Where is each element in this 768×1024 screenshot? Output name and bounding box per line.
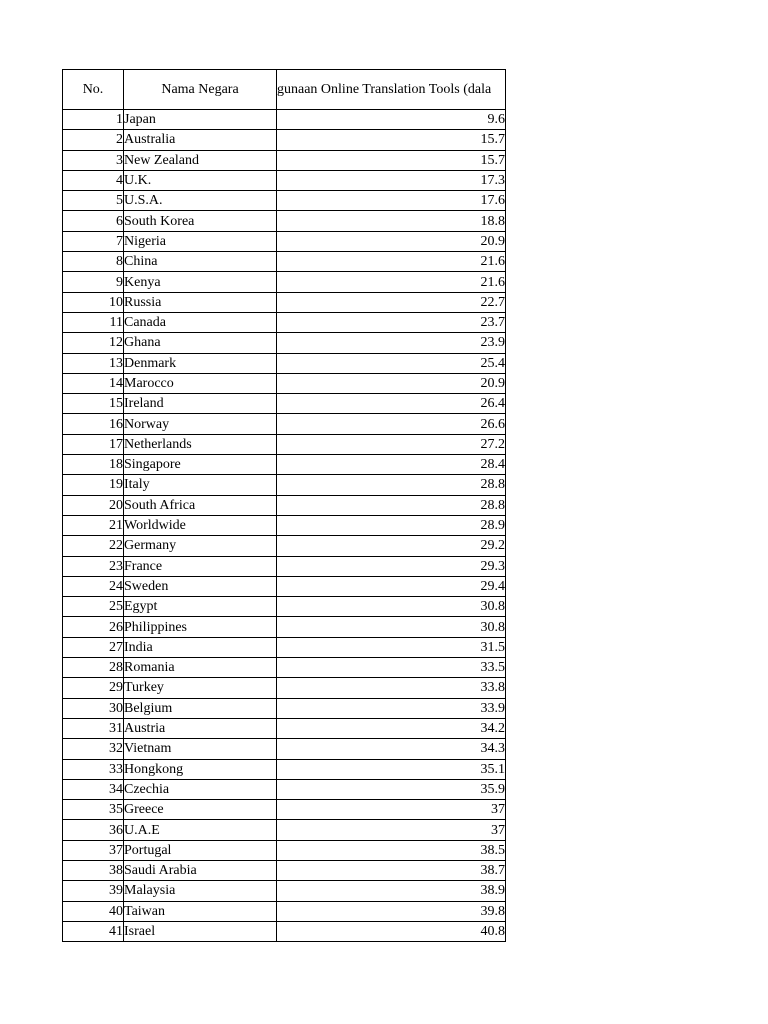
row-value: 34.3 (277, 739, 506, 759)
header-value-text: gunaan Online Translation Tools (dala (277, 81, 492, 97)
row-country: Malaysia (124, 881, 277, 901)
row-number: 31 (63, 718, 124, 738)
row-value: 38.5 (277, 840, 506, 860)
row-country: Egypt (124, 597, 277, 617)
table-row (63, 901, 506, 921)
row-country: Denmark (124, 353, 277, 373)
table-row (63, 231, 506, 251)
row-number: 32 (63, 739, 124, 759)
table-row (63, 779, 506, 799)
row-country: Netherlands (124, 434, 277, 454)
row-country: Ireland (124, 394, 277, 414)
table-row (63, 678, 506, 698)
row-number: 6 (63, 211, 124, 231)
row-country: Kenya (124, 272, 277, 292)
row-country: South Korea (124, 211, 277, 231)
table-row (63, 312, 506, 332)
table-row (63, 820, 506, 840)
row-country: U.K. (124, 170, 277, 190)
table-row (63, 637, 506, 657)
table-row (63, 272, 506, 292)
row-value: 26.4 (277, 394, 506, 414)
row-value: 27.2 (277, 434, 506, 454)
row-number: 23 (63, 556, 124, 576)
row-value: 9.6 (277, 110, 506, 130)
row-country: New Zealand (124, 150, 277, 170)
row-number: 2 (63, 130, 124, 150)
table-row (63, 130, 506, 150)
table-row (63, 597, 506, 617)
row-number: 35 (63, 800, 124, 820)
row-number: 16 (63, 414, 124, 434)
row-number: 34 (63, 779, 124, 799)
row-number: 1 (63, 110, 124, 130)
row-value: 20.9 (277, 231, 506, 251)
table-row (63, 556, 506, 576)
row-country: Singapore (124, 455, 277, 475)
table-row (63, 150, 506, 170)
row-number: 21 (63, 515, 124, 535)
row-country: Russia (124, 292, 277, 312)
table-row (63, 921, 506, 941)
row-country: Italy (124, 475, 277, 495)
row-number: 38 (63, 860, 124, 880)
row-number: 29 (63, 678, 124, 698)
row-value: 17.6 (277, 191, 506, 211)
table-row (63, 840, 506, 860)
row-number: 41 (63, 921, 124, 941)
row-number: 11 (63, 312, 124, 332)
row-country: China (124, 252, 277, 272)
row-value: 30.8 (277, 597, 506, 617)
row-country: Ghana (124, 333, 277, 353)
row-country: Sweden (124, 576, 277, 596)
row-number: 4 (63, 170, 124, 190)
row-value: 33.8 (277, 678, 506, 698)
row-country: Turkey (124, 678, 277, 698)
table-row (63, 658, 506, 678)
row-value: 15.7 (277, 150, 506, 170)
row-number: 10 (63, 292, 124, 312)
row-value: 15.7 (277, 130, 506, 150)
table-row (63, 292, 506, 312)
table-row (63, 414, 506, 434)
row-number: 19 (63, 475, 124, 495)
row-number: 18 (63, 455, 124, 475)
row-number: 37 (63, 840, 124, 860)
row-number: 22 (63, 536, 124, 556)
row-country: Norway (124, 414, 277, 434)
table-row (63, 860, 506, 880)
row-number: 8 (63, 252, 124, 272)
row-number: 12 (63, 333, 124, 353)
row-value: 28.8 (277, 475, 506, 495)
row-country: Nigeria (124, 231, 277, 251)
translation-tools-table (62, 69, 506, 942)
table-row (63, 373, 506, 393)
table-row (63, 515, 506, 535)
row-value: 37 (277, 820, 506, 840)
row-number: 28 (63, 658, 124, 678)
table-row (63, 455, 506, 475)
row-number: 36 (63, 820, 124, 840)
table-row (63, 698, 506, 718)
row-country: Greece (124, 800, 277, 820)
table-row (63, 170, 506, 190)
row-country: U.S.A. (124, 191, 277, 211)
row-value: 28.8 (277, 495, 506, 515)
header-no: No. (63, 70, 124, 110)
table-row (63, 495, 506, 515)
table-body (63, 110, 506, 942)
row-country: Worldwide (124, 515, 277, 535)
table-row (63, 718, 506, 738)
row-country: Portugal (124, 840, 277, 860)
table-row (63, 353, 506, 373)
row-country: Taiwan (124, 901, 277, 921)
row-number: 26 (63, 617, 124, 637)
row-number: 14 (63, 373, 124, 393)
row-value: 39.8 (277, 901, 506, 921)
row-number: 17 (63, 434, 124, 454)
table-row (63, 211, 506, 231)
table-row (63, 881, 506, 901)
header-country-name: Nama Negara (124, 70, 277, 110)
table-row (63, 800, 506, 820)
row-value: 29.4 (277, 576, 506, 596)
row-country: Philippines (124, 617, 277, 637)
row-country: Romania (124, 658, 277, 678)
table-header-row (63, 70, 506, 110)
row-country: Saudi Arabia (124, 860, 277, 880)
row-country: Austria (124, 718, 277, 738)
row-value: 23.7 (277, 312, 506, 332)
row-value: 22.7 (277, 292, 506, 312)
row-value: 40.8 (277, 921, 506, 941)
row-value: 33.5 (277, 658, 506, 678)
row-number: 40 (63, 901, 124, 921)
header-value (277, 70, 506, 110)
table-row (63, 252, 506, 272)
row-number: 15 (63, 394, 124, 414)
row-country: Canada (124, 312, 277, 332)
row-number: 13 (63, 353, 124, 373)
row-value: 37 (277, 800, 506, 820)
row-value: 18.8 (277, 211, 506, 231)
row-number: 25 (63, 597, 124, 617)
row-number: 20 (63, 495, 124, 515)
row-value: 25.4 (277, 353, 506, 373)
row-value: 30.8 (277, 617, 506, 637)
table-row (63, 110, 506, 130)
row-country: Czechia (124, 779, 277, 799)
row-value: 21.6 (277, 272, 506, 292)
table-row (63, 536, 506, 556)
row-number: 27 (63, 637, 124, 657)
row-number: 7 (63, 231, 124, 251)
row-value: 29.2 (277, 536, 506, 556)
row-country: Hongkong (124, 759, 277, 779)
table-row (63, 759, 506, 779)
row-value: 23.9 (277, 333, 506, 353)
row-country: France (124, 556, 277, 576)
row-country: India (124, 637, 277, 657)
row-value: 17.3 (277, 170, 506, 190)
row-number: 24 (63, 576, 124, 596)
row-value: 26.6 (277, 414, 506, 434)
row-country: Vietnam (124, 739, 277, 759)
table-row (63, 191, 506, 211)
row-number: 33 (63, 759, 124, 779)
row-value: 20.9 (277, 373, 506, 393)
table-row (63, 394, 506, 414)
row-value: 35.9 (277, 779, 506, 799)
row-value: 31.5 (277, 637, 506, 657)
row-country: U.A.E (124, 820, 277, 840)
row-value: 38.7 (277, 860, 506, 880)
row-country: Belgium (124, 698, 277, 718)
row-country: Germany (124, 536, 277, 556)
table-row (63, 475, 506, 495)
table-row (63, 434, 506, 454)
row-value: 38.9 (277, 881, 506, 901)
row-value: 35.1 (277, 759, 506, 779)
row-value: 28.4 (277, 455, 506, 475)
row-value: 21.6 (277, 252, 506, 272)
row-country: South Africa (124, 495, 277, 515)
row-value: 29.3 (277, 556, 506, 576)
table-row (63, 739, 506, 759)
row-value: 34.2 (277, 718, 506, 738)
row-number: 39 (63, 881, 124, 901)
row-number: 3 (63, 150, 124, 170)
row-value: 28.9 (277, 515, 506, 535)
row-country: Japan (124, 110, 277, 130)
row-number: 5 (63, 191, 124, 211)
row-value: 33.9 (277, 698, 506, 718)
row-number: 30 (63, 698, 124, 718)
table-row (63, 617, 506, 637)
row-country: Australia (124, 130, 277, 150)
table-row (63, 576, 506, 596)
row-country: Israel (124, 921, 277, 941)
row-number: 9 (63, 272, 124, 292)
table-row (63, 333, 506, 353)
row-country: Marocco (124, 373, 277, 393)
